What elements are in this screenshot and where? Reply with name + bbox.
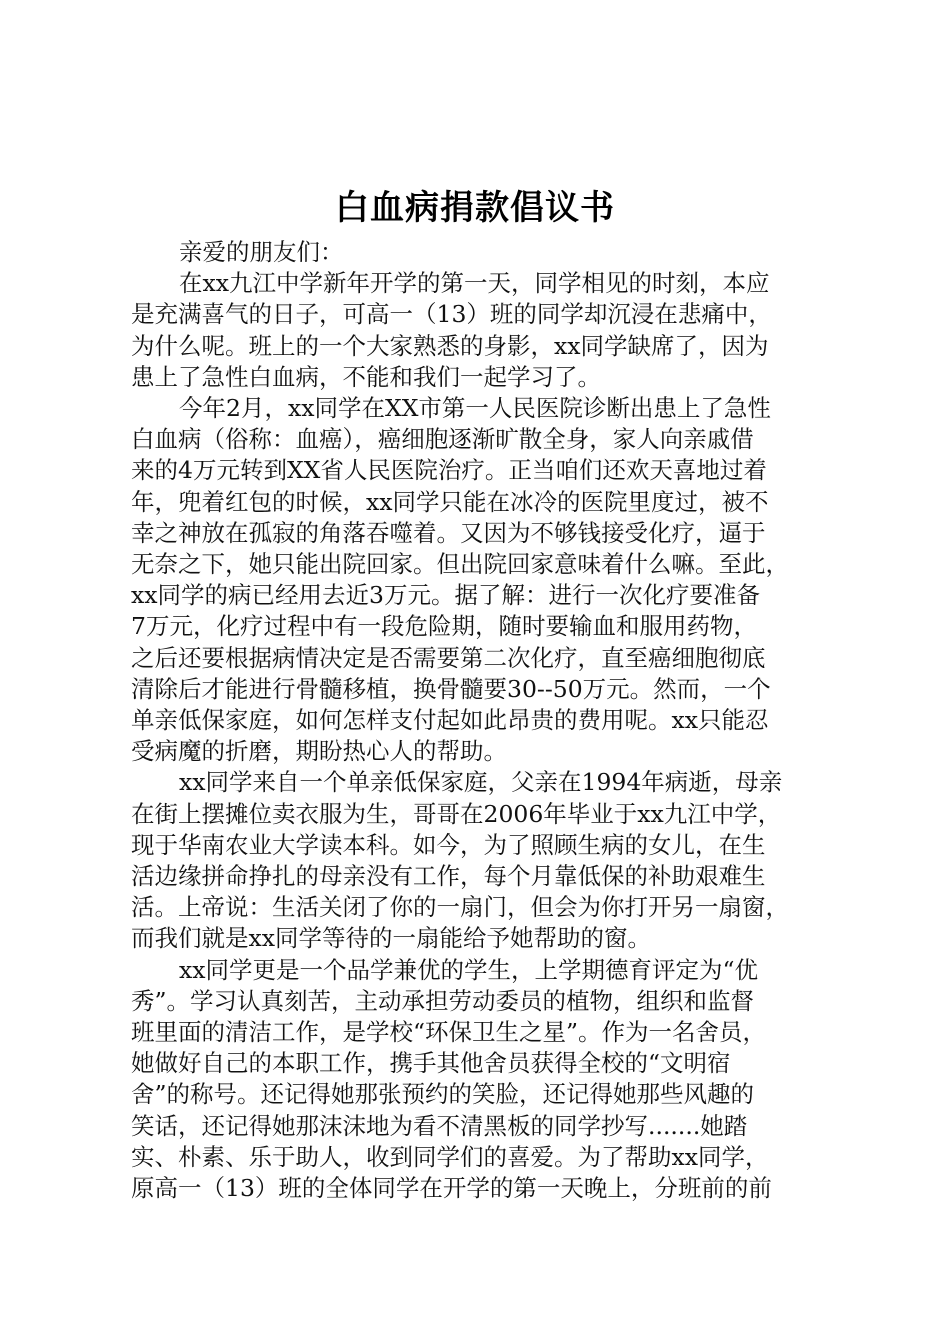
paragraph-line: 原高一（13）班的全体同学在开学的第一天晚上，分班前的前 xyxy=(131,1174,772,1203)
paragraph-line: 无奈之下，她只能出院回家。但出院回家意味着什么嘛。至此， xyxy=(131,550,789,579)
paragraph-line: 7万元，化疗过程中有一段危险期，随时要输血和服用药物， xyxy=(131,612,757,641)
paragraph-line: 为什么呢。班上的一个大家熟悉的身影，xx同学缺席了，因为 xyxy=(131,331,769,360)
paragraph-line: 幸之神放在孤寂的角落吞噬着。又因为不够钱接受化疗，逼于 xyxy=(131,518,766,547)
paragraph-line: 秀”。学习认真刻苦，主动承担劳动委员的植物，组织和监督 xyxy=(131,986,755,1015)
paragraph-line: 受病魔的折磨，期盼热心人的帮助。 xyxy=(131,737,507,766)
paragraph-line: 单亲低保家庭，如何怎样支付起如此昂贵的费用呢。xx只能忍 xyxy=(131,706,769,735)
paragraph-line: 之后还要根据病情决定是否需要第二次化疗，直至癌细胞彻底 xyxy=(131,643,766,672)
paragraph-line: 她做好自己的本职工作，携手其他舍员获得全校的“文明宿 xyxy=(131,1049,731,1078)
paragraph-line: 活。上帝说：生活关闭了你的一扇门，但会为你打开另一扇窗， xyxy=(131,893,789,922)
paragraph-line: 班里面的清洁工作，是学校“环保卫生之星”。作为一名舍员， xyxy=(131,1018,767,1047)
paragraph-line: xx同学更是一个品学兼优的学生，上学期德育评定为“优 xyxy=(179,955,759,984)
paragraph-line: 来的4万元转到XX省人民医院治疗。正当咱们还欢天喜地过着 xyxy=(131,456,767,485)
paragraph-line: 实、朴素、乐于助人，收到同学们的喜爱。为了帮助xx同学， xyxy=(131,1142,769,1171)
paragraph-line: 舍”的称号。还记得她那张预约的笑脸，还记得她那些风趣的 xyxy=(131,1080,755,1109)
greeting: 亲爱的朋友们： xyxy=(179,238,344,266)
paragraph-line: 现于华南农业大学读本科。如今，为了照顾生病的女儿，在生 xyxy=(131,830,766,859)
paragraph-line: 年，兜着红包的时候，xx同学只能在冰冷的医院里度过，被不 xyxy=(131,487,769,516)
paragraph-line: 在街上摆摊位卖衣服为生，哥哥在2006年毕业于xx九江中学， xyxy=(131,799,782,828)
paragraph-line: xx同学的病已经用去近3万元。据了解：进行一次化疗要准备 xyxy=(131,581,760,610)
paragraph-line: 活边缘拼命挣扎的母亲没有工作，每个月靠低保的补助艰难生 xyxy=(131,862,766,891)
paragraph-line: 而我们就是xx同学等待的一扇能给予她帮助的窗。 xyxy=(131,924,652,953)
document-title: 白血病捐款倡议书 xyxy=(335,188,615,228)
paragraph-line: 今年2月，xx同学在XX市第一人民医院诊断出患上了急性 xyxy=(179,394,771,423)
paragraph-line: 白血病（俗称：血癌），癌细胞逐渐旷散全身，家人向亲戚借 xyxy=(131,425,754,454)
paragraph-line: xx同学来自一个单亲低保家庭，父亲在1994年病逝，母亲 xyxy=(179,768,783,797)
paragraph-line: 患上了急性白血病，不能和我们一起学习了。 xyxy=(131,362,601,391)
paragraph-line: 笑话，还记得她那沫沫地为看不清黑板的同学抄写.......她踏 xyxy=(131,1111,748,1140)
paragraph-line: 清除后才能进行骨髓移植，换骨髓要30--50万元。然而，一个 xyxy=(131,674,771,703)
paragraph-line: 在xx九江中学新年开学的第一天，同学相见的时刻，本应 xyxy=(179,269,770,298)
paragraph-3 xyxy=(131,767,831,954)
paragraph-1 xyxy=(131,268,831,393)
paragraph-line: 是充满喜气的日子，可高一（13）班的同学却沉浸在悲痛中， xyxy=(131,300,772,329)
paragraph-4 xyxy=(131,955,831,1205)
paragraph-2 xyxy=(131,393,831,767)
document-body xyxy=(131,237,831,1204)
